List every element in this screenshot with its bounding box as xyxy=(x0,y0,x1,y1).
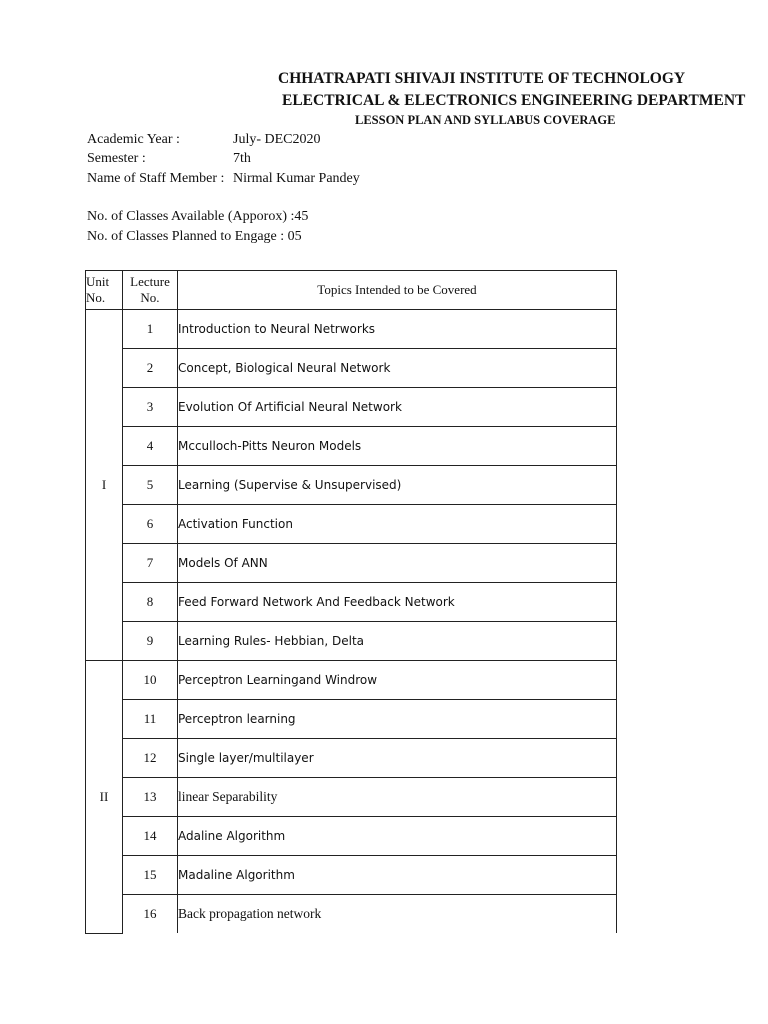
table-row xyxy=(86,310,617,349)
table-row xyxy=(86,505,617,544)
table-body xyxy=(86,310,617,934)
lecture-number-cell: 6 xyxy=(123,505,178,544)
table-row xyxy=(86,427,617,466)
topic-cell: Mcculloch-Pitts Neuron Models xyxy=(178,427,617,466)
lecture-number-cell: 13 xyxy=(123,778,178,817)
unit-cell: I xyxy=(86,310,123,661)
table-row xyxy=(86,778,617,817)
classes-available: No. of Classes Available (Apporox) :45 xyxy=(87,209,309,224)
topic-cell: Models Of ANN xyxy=(178,544,617,583)
lecture-number-cell: 7 xyxy=(123,544,178,583)
info-semester xyxy=(87,151,487,169)
unit-cell: II xyxy=(86,661,123,934)
topic-cell: Concept, Biological Neural Network xyxy=(178,349,617,388)
lecture-number-cell: 14 xyxy=(123,817,178,856)
lecture-number-cell: 9 xyxy=(123,622,178,661)
topic-cell: Evolution Of Artificial Neural Network xyxy=(178,388,617,427)
lecture-number-cell: 12 xyxy=(123,739,178,778)
topic-cell: Feed Forward Network And Feedback Network xyxy=(178,583,617,622)
topic-cell: linear Separability xyxy=(178,778,617,817)
topic-cell: Introduction to Neural Netrworks xyxy=(178,310,617,349)
table-row xyxy=(86,349,617,388)
institute-title: CHHATRAPATI SHIVAJI INSTITUTE OF TECHNOLOGY xyxy=(278,70,686,87)
lecture-number-cell: 11 xyxy=(123,700,178,739)
info-value: 7th xyxy=(233,151,251,166)
topic-cell: Single layer/multilayer xyxy=(178,739,617,778)
table-row xyxy=(86,739,617,778)
table-row xyxy=(86,817,617,856)
topic-cell: Back propagation network xyxy=(178,895,617,934)
table-row xyxy=(86,583,617,622)
classes-planned: No. of Classes Planned to Engage : 05 xyxy=(87,229,302,244)
table-row xyxy=(86,622,617,661)
department-title: ELECTRICAL & ELECTRONICS ENGINEERING DEPARTMENT xyxy=(282,92,746,109)
info-label: Semester : xyxy=(87,151,146,166)
info-label: Name of Staff Member : xyxy=(87,171,225,186)
lecture-number-cell: 4 xyxy=(123,427,178,466)
info-label: Academic Year : xyxy=(87,132,180,147)
table-row xyxy=(86,700,617,739)
lesson-plan-table xyxy=(85,270,617,934)
topic-cell: Perceptron learning xyxy=(178,700,617,739)
document-subtitle: LESSON PLAN AND SYLLABUS COVERAGE xyxy=(355,113,616,127)
lecture-number-cell: 3 xyxy=(123,388,178,427)
info-academic-year xyxy=(87,132,487,150)
table-row xyxy=(86,388,617,427)
col-header-lecture: Lecture No. xyxy=(123,271,178,310)
table-row xyxy=(86,466,617,505)
lecture-number-cell: 2 xyxy=(123,349,178,388)
lecture-number-cell: 15 xyxy=(123,856,178,895)
topic-cell: Adaline Algorithm xyxy=(178,817,617,856)
table-row xyxy=(86,856,617,895)
info-value: Nirmal Kumar Pandey xyxy=(233,171,360,186)
topic-cell: Learning (Supervise & Unsupervised) xyxy=(178,466,617,505)
lecture-number-cell: 1 xyxy=(123,310,178,349)
topic-cell: Activation Function xyxy=(178,505,617,544)
table-row xyxy=(86,661,617,700)
table-row xyxy=(86,544,617,583)
info-staff-member xyxy=(87,171,487,189)
table-header-row xyxy=(86,271,617,310)
lecture-number-cell: 16 xyxy=(123,895,178,934)
topic-cell: Madaline Algorithm xyxy=(178,856,617,895)
col-header-topics: Topics Intended to be Covered xyxy=(178,271,617,310)
topic-cell: Perceptron Learningand Windrow xyxy=(178,661,617,700)
topic-cell: Learning Rules- Hebbian, Delta xyxy=(178,622,617,661)
col-header-unit: Unit No. xyxy=(86,271,123,310)
lecture-number-cell: 10 xyxy=(123,661,178,700)
info-value: July- DEC2020 xyxy=(233,132,321,147)
table-row xyxy=(86,895,617,934)
lecture-number-cell: 5 xyxy=(123,466,178,505)
lecture-number-cell: 8 xyxy=(123,583,178,622)
